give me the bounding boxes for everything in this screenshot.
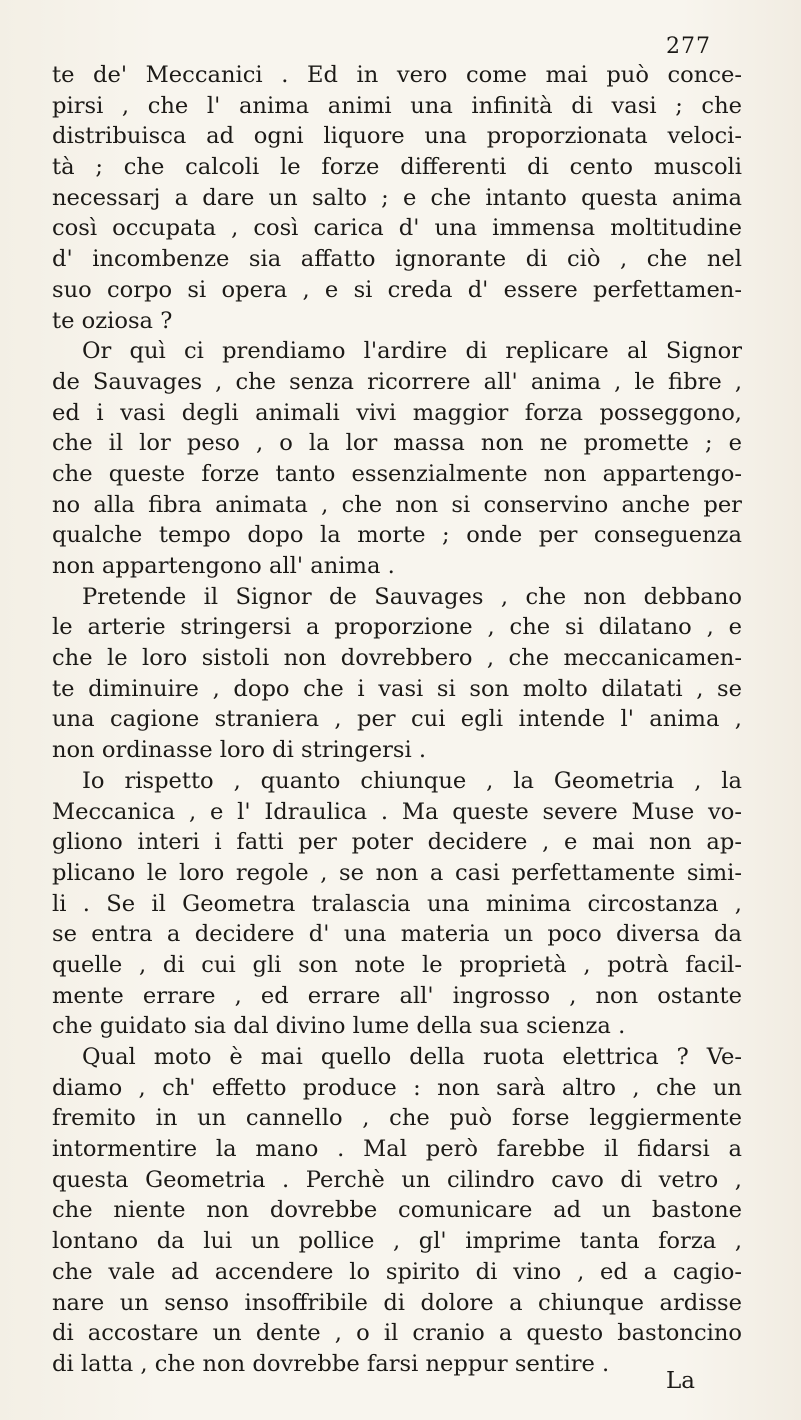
text-line: d' incombenze sia affatto ignorante di ciò , che nel bbox=[52, 246, 742, 273]
paragraph-start: Pretende il Signor de Sauvages , che non debbano bbox=[82, 583, 742, 610]
text-line: una cagione straniera , per cui egli intende l' anima , bbox=[52, 706, 742, 733]
text-line: che il lor peso , o la lor massa non ne promette ; e bbox=[52, 430, 742, 457]
text-line: se entra a decidere d' una materia un poco diversa da bbox=[52, 921, 742, 948]
text-line: che queste forze tanto essenzialmente non appartengo- bbox=[52, 460, 742, 487]
body-text bbox=[52, 60, 742, 1380]
text-line: diamo , ch' effetto produce : non sarà altro , che un bbox=[52, 1074, 742, 1101]
text-line: che niente non dovrebbe comunicare ad un bastone bbox=[52, 1197, 742, 1224]
text-line: di accostare un dente , o il cranio a questo bastoncino bbox=[52, 1320, 742, 1347]
text-line: te de' Meccanici . Ed in vero come mai può conce- bbox=[52, 62, 742, 88]
text-line: che vale ad accendere lo spirito di vino , ed a cagio- bbox=[52, 1258, 742, 1285]
text-line: li . Se il Geometra tralascia una minima circostanza , bbox=[52, 890, 742, 917]
paragraph-start: Or quì ci prendiamo l'ardire di replicare al Signor bbox=[82, 338, 742, 365]
text-line: te oziosa ? bbox=[52, 307, 173, 334]
text-line: suo corpo si opera , e si creda d' essere perfettamen- bbox=[52, 276, 742, 303]
text-line: de Sauvages , che senza ricorrere all' anima , le fibre , bbox=[52, 368, 742, 395]
text-line: di latta , che non dovrebbe farsi neppur sentire . bbox=[52, 1350, 610, 1377]
text-line: intormentire la mano . Mal però farebbe il fidarsi a bbox=[52, 1136, 742, 1163]
text-line: che guidato sia dal divino lume della sua scienza . bbox=[52, 1013, 626, 1040]
paragraph-start: Qual moto è mai quello della ruota elettrica ? Ve- bbox=[82, 1044, 742, 1070]
text-line: no alla fibra animata , che non si conservino anche per bbox=[52, 491, 742, 518]
text-line: mente errare , ed errare all' ingrosso , non ostante bbox=[52, 982, 742, 1009]
text-line: pirsi , che l' anima animi una infinità di vasi ; che bbox=[52, 92, 742, 119]
text-line: gliono interi i fatti per poter decidere , e mai non ap- bbox=[52, 829, 742, 856]
text-line: te diminuire , dopo che i vasi si son molto dilatati , se bbox=[52, 675, 742, 702]
text-line: Meccanica , e l' Idraulica . Ma queste severe Muse vo- bbox=[52, 798, 742, 825]
text-line: questa Geometria . Perchè un cilindro cavo di vetro , bbox=[52, 1166, 742, 1193]
page-number: 277 bbox=[666, 34, 711, 59]
text-line: non ordinasse loro di stringersi . bbox=[52, 737, 427, 764]
text-line: che le loro sistoli non dovrebbero , che meccanicamen- bbox=[52, 645, 742, 672]
text-line: tà ; che calcoli le forze differenti di cento muscoli bbox=[52, 154, 742, 181]
text-line: ed i vasi degli animali vivi maggior forza possеggono, bbox=[52, 399, 742, 426]
text-line: distribuisca ad ogni liquore una proporzionata veloci- bbox=[52, 123, 742, 150]
text-line: fremito in un cannello , che può forse leggiermente bbox=[52, 1105, 742, 1132]
text-line: così occupata , così carica d' una immensa moltitudine bbox=[52, 215, 742, 242]
text-line: plicano le loro regole , se non a casi perfettamente simi- bbox=[52, 859, 742, 886]
text-line: nare un senso insoffribile di dolore a chiunque ardisse bbox=[52, 1289, 742, 1316]
text-line: lontano da lui un pollice , gl' imprime tanta forza , bbox=[52, 1228, 742, 1255]
text-line: qualche tempo dopo la morte ; onde per conseguenza bbox=[52, 522, 742, 549]
paragraph-start: Io rispetto , quanto chiunque , la Geometria , la bbox=[82, 767, 742, 794]
text-line: non appartengono all' anima . bbox=[52, 553, 395, 579]
catchword: La bbox=[666, 1368, 695, 1394]
text-line: quelle , di cui gli son note le proprietà , potrà facil- bbox=[52, 951, 742, 978]
text-line: necessarj a dare un salto ; e che intanto questa anima bbox=[52, 184, 742, 211]
text-line: le arterie stringersi a proporzione , che si dilatano , e bbox=[52, 614, 742, 641]
